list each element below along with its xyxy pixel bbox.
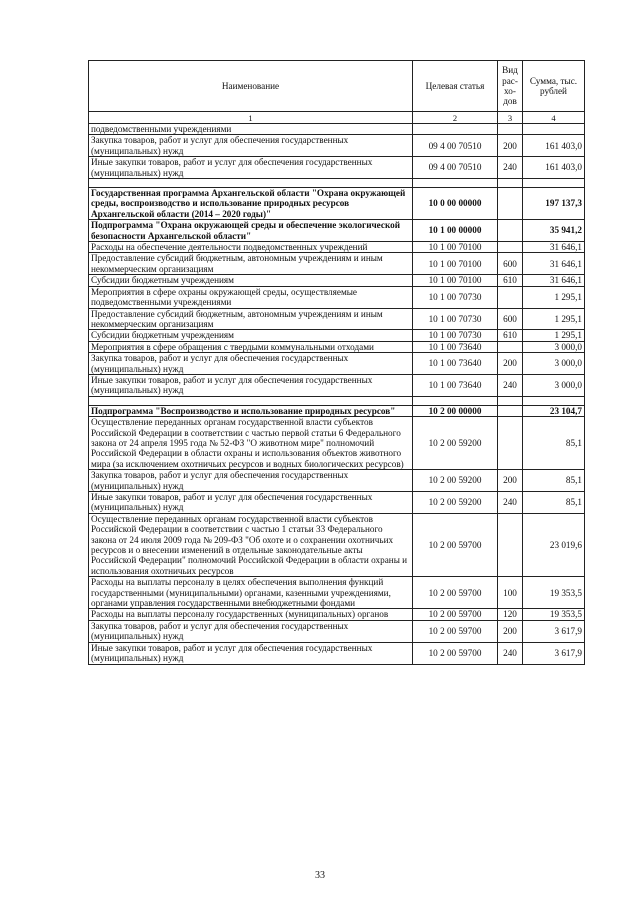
empty-cell <box>498 179 523 188</box>
row-name: Осуществление переданных органам государственной власти субъектов Российской Федерации в соответствии с частью 1 статьи 33 Федерального закона от 24 июля 2009 года № 209-ФЗ "Об охоте и о сохранении охотничьих ресурсов и о внесении изменений в отдельные законодательные акты Российской Федерации" полномочий Российской Федерации в области охраны и использования охотничьих ресурсов <box>89 513 413 576</box>
row-target-article: 10 2 00 59200 <box>413 470 498 492</box>
row-sum: 19 353,5 <box>523 577 585 609</box>
row-name: Закупка товаров, работ и услуг для обеспечения государственных (муниципальных) нужд <box>89 470 413 492</box>
row-expense-type: 610 <box>498 330 523 341</box>
table-row <box>89 275 585 286</box>
program-row <box>89 405 585 416</box>
table-body <box>89 124 585 665</box>
row-name: Иные закупки товаров, работ и услуг для обеспечения государственных (муниципальных) нужд <box>89 374 413 396</box>
empty-cell <box>523 396 585 405</box>
row-name: Осуществление переданных органам государственной власти субъектов Российской Федерации в соответствии с частью первой статьи 6 Федерального закона от 24 апреля 1995 года № 52-ФЗ "О животном мире" полномочий Российской Федерации в области охраны и использования объектов животного мира (за исключением охотничьих ресурсов и водных биологических ресурсов) <box>89 417 413 470</box>
spacer-row <box>89 396 585 405</box>
row-sum: 19 353,5 <box>523 609 585 620</box>
row-expense-type <box>498 341 523 352</box>
table-row <box>89 353 585 375</box>
spacer-row <box>89 179 585 188</box>
row-sum: 31 646,1 <box>523 253 585 275</box>
column-number: 4 <box>523 112 585 124</box>
empty-cell <box>523 179 585 188</box>
row-name: Закупка товаров, работ и услуг для обеспечения государственных (муниципальных) нужд <box>89 135 413 157</box>
row-sum: 23 019,6 <box>523 513 585 576</box>
row-target-article: 10 1 00 73640 <box>413 341 498 352</box>
row-expense-type <box>498 242 523 253</box>
table-row <box>89 642 585 664</box>
empty-cell <box>89 179 413 188</box>
table-row <box>89 609 585 620</box>
row-target-article: 10 1 00 70100 <box>413 275 498 286</box>
row-target-article: 09 4 00 70510 <box>413 157 498 179</box>
header-sum: Сумма, тыс. рублей <box>523 61 585 112</box>
table-row <box>89 620 585 642</box>
row-sum: 1 295,1 <box>523 308 585 330</box>
row-target-article: 10 1 00 70730 <box>413 330 498 341</box>
row-sum <box>523 124 585 135</box>
table-row <box>89 308 585 330</box>
row-sum: 197 137,3 <box>523 188 585 220</box>
row-sum: 35 941,2 <box>523 220 585 242</box>
row-name: Подпрограмма "Воспроизводство и использование природных ресурсов" <box>89 405 413 416</box>
row-target-article: 09 4 00 70510 <box>413 135 498 157</box>
row-sum: 31 646,1 <box>523 275 585 286</box>
table-row <box>89 513 585 576</box>
row-name: подведомственными учреждениями <box>89 124 413 135</box>
table-row <box>89 330 585 341</box>
row-name: Предоставление субсидий бюджетным, автономным учреждениям и иным некоммерческим организациям <box>89 253 413 275</box>
row-expense-type: 200 <box>498 620 523 642</box>
row-sum: 31 646,1 <box>523 242 585 253</box>
table-row <box>89 341 585 352</box>
row-target-article: 10 1 00 00000 <box>413 220 498 242</box>
row-sum: 3 000,0 <box>523 341 585 352</box>
row-name: Закупка товаров, работ и услуг для обеспечения государственных (муниципальных) нужд <box>89 353 413 375</box>
row-target-article: 10 1 00 73640 <box>413 353 498 375</box>
row-target-article: 10 2 00 59700 <box>413 609 498 620</box>
header-expense-type: Вид рас-хо-дов <box>498 61 523 112</box>
row-expense-type <box>498 513 523 576</box>
row-target-article: 10 2 00 59200 <box>413 492 498 514</box>
page-number: 33 <box>315 870 325 881</box>
empty-cell <box>498 396 523 405</box>
table-row <box>89 157 585 179</box>
program-row <box>89 220 585 242</box>
table-row <box>89 374 585 396</box>
table-row <box>89 470 585 492</box>
row-name: Мероприятия в сфере обращения с твердыми коммунальными отходами <box>89 341 413 352</box>
row-target-article: 10 2 00 59700 <box>413 642 498 664</box>
row-expense-type <box>498 286 523 308</box>
row-sum: 3 617,9 <box>523 642 585 664</box>
table-row <box>89 286 585 308</box>
row-expense-type: 240 <box>498 642 523 664</box>
table-row <box>89 242 585 253</box>
row-target-article <box>413 124 498 135</box>
row-target-article: 10 1 00 73640 <box>413 374 498 396</box>
table-row <box>89 253 585 275</box>
row-expense-type <box>498 188 523 220</box>
row-target-article: 10 2 00 59200 <box>413 417 498 470</box>
row-name: Государственная программа Архангельской области "Охрана окружающей среды, воспроизводство и использование природных ресурсов Архангельской области (2014 – 2020 годы)" <box>89 188 413 220</box>
row-target-article: 10 2 00 00000 <box>413 405 498 416</box>
column-number: 1 <box>89 112 413 124</box>
row-sum: 1 295,1 <box>523 330 585 341</box>
row-expense-type: 240 <box>498 157 523 179</box>
program-row <box>89 188 585 220</box>
row-sum: 3 000,0 <box>523 374 585 396</box>
table-header <box>89 61 585 124</box>
row-sum: 23 104,7 <box>523 405 585 416</box>
table-row <box>89 135 585 157</box>
row-name: Закупка товаров, работ и услуг для обеспечения государственных (муниципальных) нужд <box>89 620 413 642</box>
column-number: 3 <box>498 112 523 124</box>
row-expense-type: 600 <box>498 308 523 330</box>
row-expense-type: 610 <box>498 275 523 286</box>
row-sum: 85,1 <box>523 492 585 514</box>
row-sum: 161 403,0 <box>523 135 585 157</box>
row-target-article: 10 2 00 59700 <box>413 513 498 576</box>
empty-cell <box>413 179 498 188</box>
row-name: Расходы на выплаты персоналу в целях обеспечения выполнения функций государственными (муниципальными) органами, казенными учреждениями, органами управления государственными внебюджетными фондами <box>89 577 413 609</box>
table-row <box>89 577 585 609</box>
row-target-article: 10 0 00 00000 <box>413 188 498 220</box>
row-sum: 161 403,0 <box>523 157 585 179</box>
column-number: 2 <box>413 112 498 124</box>
row-sum: 1 295,1 <box>523 286 585 308</box>
row-name: Иные закупки товаров, работ и услуг для обеспечения государственных (муниципальных) нужд <box>89 492 413 514</box>
row-expense-type: 200 <box>498 135 523 157</box>
empty-cell <box>413 396 498 405</box>
table-row <box>89 124 585 135</box>
row-sum: 3 617,9 <box>523 620 585 642</box>
row-name: Иные закупки товаров, работ и услуг для обеспечения государственных (муниципальных) нужд <box>89 157 413 179</box>
row-expense-type: 120 <box>498 609 523 620</box>
row-expense-type: 240 <box>498 374 523 396</box>
row-name: Подпрограмма "Охрана окружающей среды и обеспечение экологической безопасности Архангельской области" <box>89 220 413 242</box>
row-name: Мероприятия в сфере охраны окружающей среды, осуществляемые подведомственными учреждениями <box>89 286 413 308</box>
row-sum: 3 000,0 <box>523 353 585 375</box>
row-expense-type: 600 <box>498 253 523 275</box>
empty-cell <box>89 396 413 405</box>
row-target-article: 10 1 00 70100 <box>413 253 498 275</box>
row-expense-type <box>498 417 523 470</box>
row-expense-type: 100 <box>498 577 523 609</box>
row-target-article: 10 2 00 59700 <box>413 577 498 609</box>
row-name: Иные закупки товаров, работ и услуг для обеспечения государственных (муниципальных) нужд <box>89 642 413 664</box>
row-expense-type <box>498 124 523 135</box>
row-name: Предоставление субсидий бюджетным, автономным учреждениям и иным некоммерческим организациям <box>89 308 413 330</box>
row-target-article: 10 1 00 70730 <box>413 308 498 330</box>
row-target-article: 10 1 00 70100 <box>413 242 498 253</box>
table-row <box>89 492 585 514</box>
header-name: Наименование <box>89 61 413 112</box>
header-target-article: Целевая статья <box>413 61 498 112</box>
budget-table <box>88 60 585 665</box>
row-sum: 85,1 <box>523 417 585 470</box>
row-target-article: 10 2 00 59700 <box>413 620 498 642</box>
row-name: Субсидии бюджетным учреждениям <box>89 275 413 286</box>
row-name: Расходы на обеспечение деятельности подведомственных учреждений <box>89 242 413 253</box>
row-expense-type <box>498 220 523 242</box>
table-row <box>89 417 585 470</box>
row-sum: 85,1 <box>523 470 585 492</box>
row-expense-type: 200 <box>498 353 523 375</box>
row-expense-type: 240 <box>498 492 523 514</box>
row-name: Субсидии бюджетным учреждениям <box>89 330 413 341</box>
row-expense-type: 200 <box>498 470 523 492</box>
row-name: Расходы на выплаты персоналу государственных (муниципальных) органов <box>89 609 413 620</box>
row-expense-type <box>498 405 523 416</box>
row-target-article: 10 1 00 70730 <box>413 286 498 308</box>
